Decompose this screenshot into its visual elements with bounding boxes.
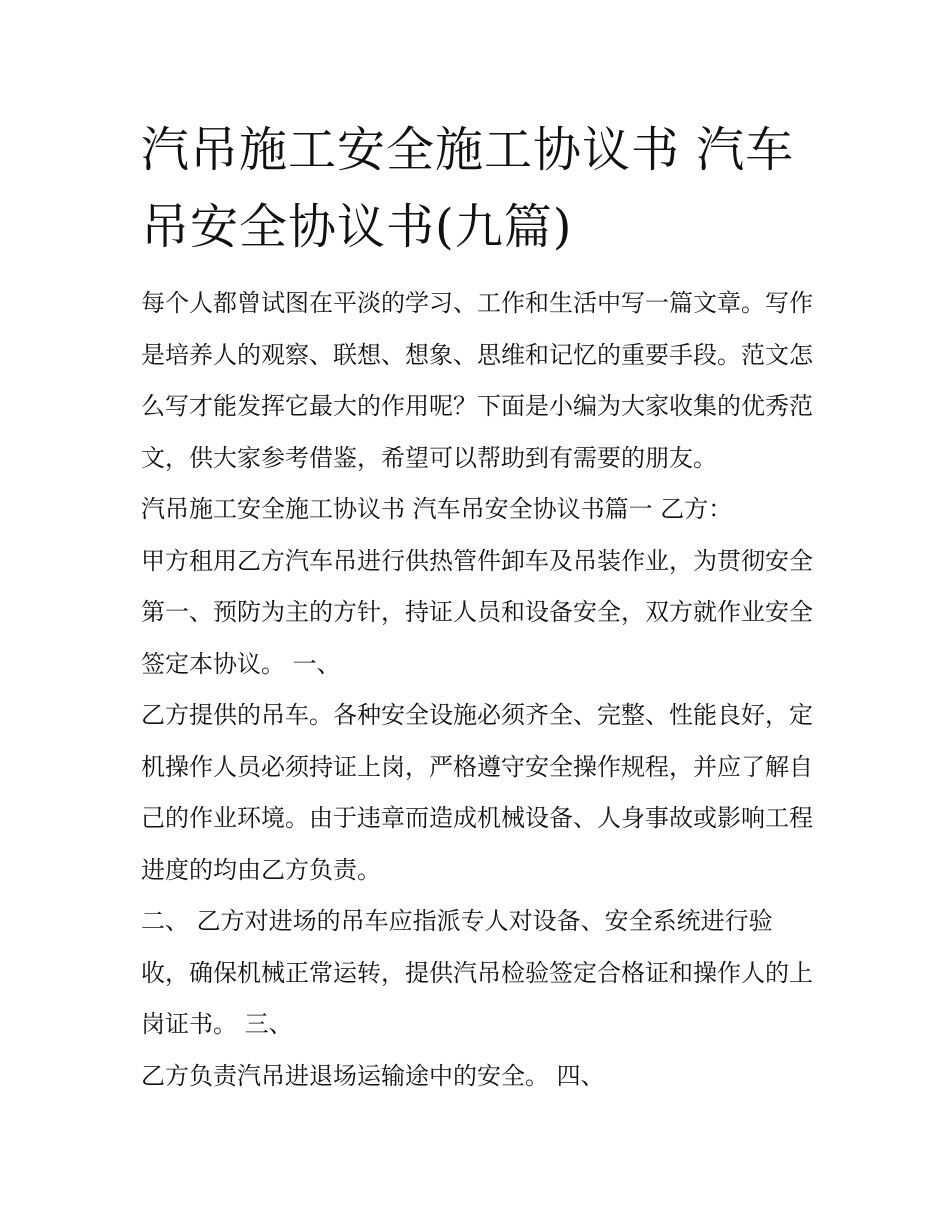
document-title: 汽吊施工安全施工协议书 汽车吊安全协议书(九篇) bbox=[141, 122, 795, 255]
agreement-paragraph: 甲方租用乙方汽车吊进行供热管件卸车及吊装作业，为贯彻安全第一、预防为主的方针，持证人员和设备安全，双方就作业安全签定本协议。 一、 bbox=[141, 546, 813, 678]
document-body bbox=[141, 112, 813, 1102]
intro-paragraph: 每个人都曾试图在平淡的学习、工作和生活中写一篇文章。写作是培养人的观察、联想、想象、思维和记忆的重要手段。范文怎么写才能发挥它最大的作用呢？下面是小编为大家收集的优秀范文，供大家参考借鉴，希望可以帮助到有需要的朋友。 bbox=[141, 289, 813, 472]
clause-one-paragraph: 乙方提供的吊车。各种安全设施必须齐全、完整、性能良好，定机操作人员必须持证上岗，严格遵守安全操作规程，并应了解自己的作业环境。由于违章而造成机械设备、人身事故或影响工程进度的均由乙方负责。 bbox=[141, 701, 813, 884]
clause-three-paragraph: 乙方负责汽吊进退场运输途中的安全。 四、 bbox=[141, 1061, 605, 1090]
clause-two-paragraph: 二、 乙方对进场的吊车应指派专人对设备、安全系统进行验收，确保机械正常运转，提供汽吊检验签定合格证和操作人的上岗证书。 三、 bbox=[141, 907, 813, 1038]
section-heading: 汽吊施工安全施工协议书 汽车吊安全协议书篇一 乙方： bbox=[141, 495, 733, 523]
